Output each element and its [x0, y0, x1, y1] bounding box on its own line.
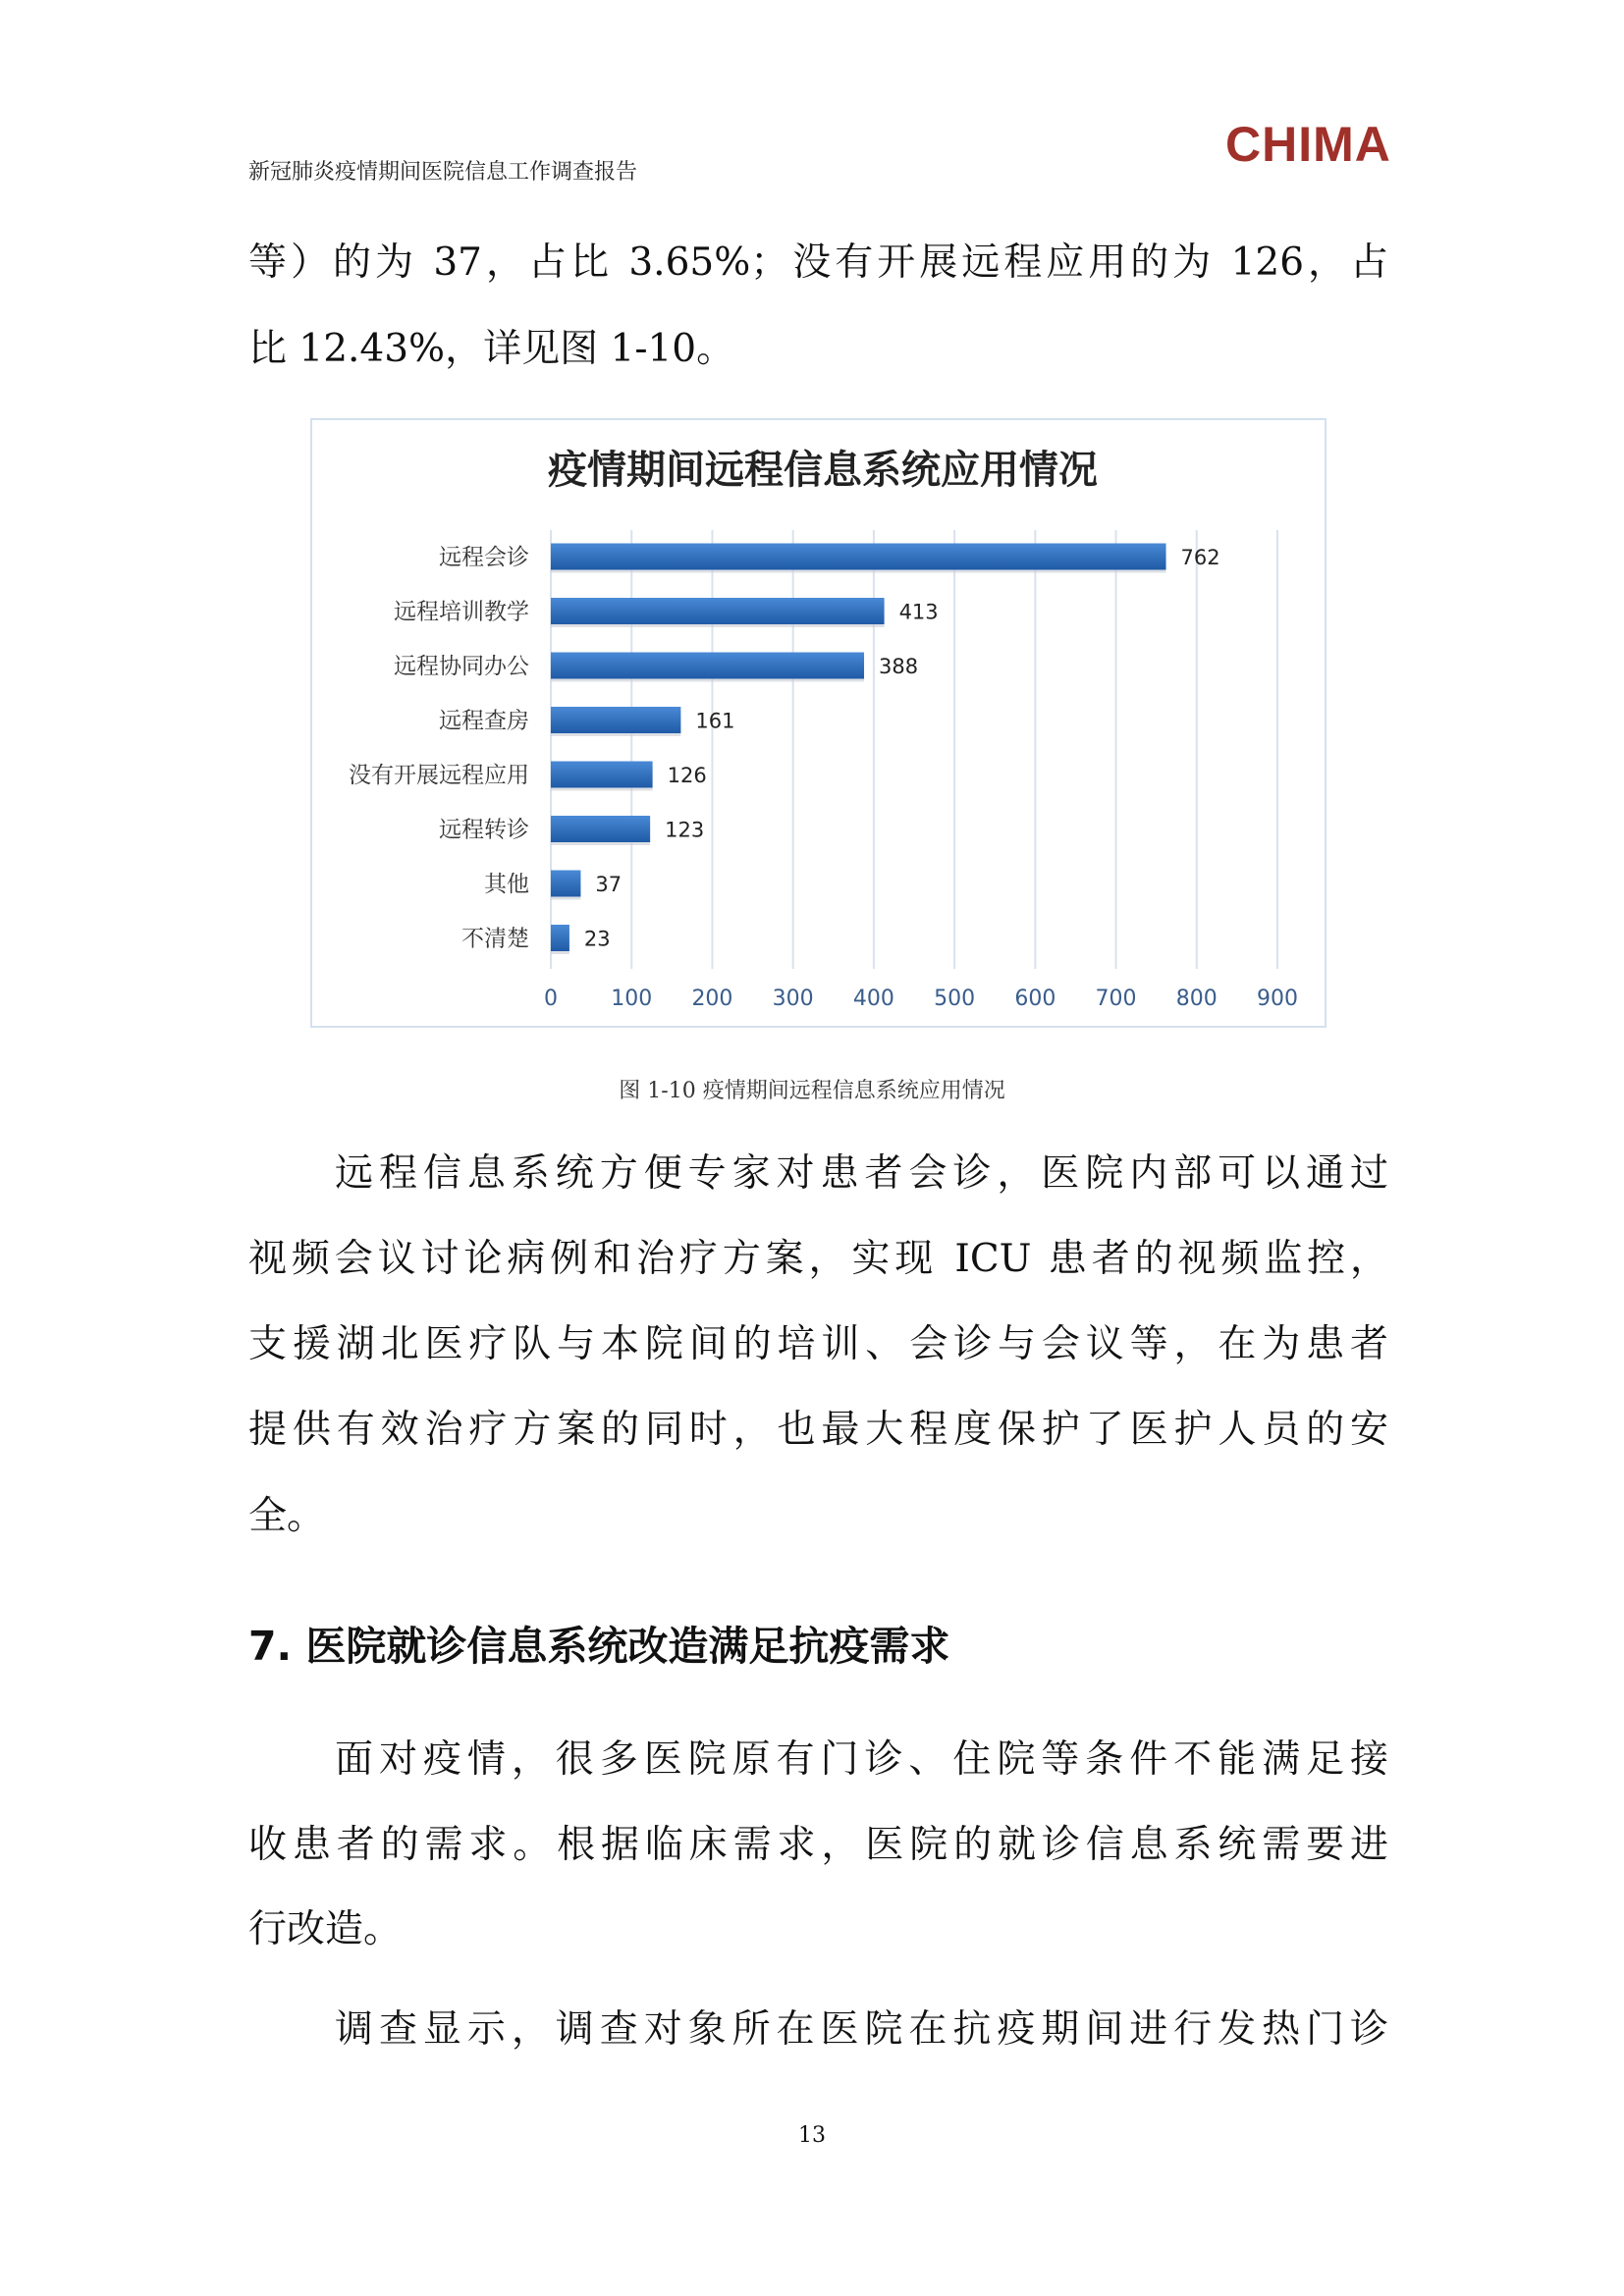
x-tick-label: 200: [691, 987, 733, 1011]
body-text-line: 全。: [248, 1494, 326, 1538]
body-text-line: 视频会议讨论病例和治疗方案，实现 ICU 患者的视频监控，: [248, 1237, 1388, 1281]
category-label: 远程转诊: [439, 817, 529, 843]
data-label: 23: [583, 927, 611, 951]
bar: [551, 925, 569, 951]
body-text-line: 比 12.43%，详见图 1-10。: [248, 327, 735, 371]
x-tick-label: 900: [1257, 987, 1298, 1011]
data-label: 413: [898, 600, 939, 624]
category-label: 远程培训教学: [394, 599, 529, 625]
body-text-line: 面对疫情，很多医院原有门诊、住院等条件不能满足接: [335, 1737, 1388, 1782]
body-text-line: 远程信息系统方便专家对患者会诊，医院内部可以通过: [335, 1151, 1388, 1196]
data-label: 126: [667, 764, 707, 787]
category-label: 远程查房: [439, 708, 529, 734]
figure-caption: 图 1-10 疫情期间远程信息系统应用情况: [619, 1079, 1005, 1103]
data-label: 123: [665, 818, 705, 842]
x-tick-label: 300: [772, 987, 814, 1011]
x-tick-label: 500: [934, 987, 976, 1011]
data-label: 388: [879, 655, 919, 678]
x-tick-label: 0: [544, 987, 558, 1011]
body-text-line: 等）的为 37，占比 3.65%；没有开展远程应用的为 126，占: [248, 240, 1388, 285]
data-label: 37: [595, 873, 623, 896]
x-tick-label: 800: [1175, 987, 1218, 1011]
body-text-line: 收患者的需求。根据临床需求，医院的就诊信息系统需要进: [248, 1823, 1388, 1867]
x-tick-label: 600: [1014, 987, 1056, 1011]
category-label: 其他: [484, 872, 529, 897]
bar: [551, 544, 1166, 570]
data-label: 161: [695, 709, 735, 733]
bar: [551, 653, 864, 679]
page-number: 13: [798, 2123, 826, 2148]
document-header-title: 新冠肺炎疫情期间医院信息工作调查报告: [248, 160, 638, 185]
category-label: 不清楚: [461, 926, 529, 952]
chart-title: 疫情期间远程信息系统应用情况: [548, 448, 1098, 493]
bar: [551, 871, 580, 897]
body-text-line: 行改造。: [248, 1907, 403, 1951]
bar-chart: [310, 418, 1326, 1028]
category-label: 没有开展远程应用: [349, 763, 529, 788]
category-label: 远程会诊: [439, 545, 529, 570]
body-text-line: 提供有效治疗方案的同时，也最大程度保护了医护人员的安: [248, 1408, 1388, 1452]
category-label: 远程协同办公: [394, 654, 529, 679]
section-heading: 7. 医院就诊信息系统改造满足抗疫需求: [248, 1623, 950, 1670]
body-text-line: 支援湖北医疗队与本院间的培训、会诊与会议等，在为患者: [248, 1322, 1388, 1366]
x-tick-label: 700: [1095, 987, 1137, 1011]
bar: [551, 707, 680, 733]
data-label: 762: [1180, 546, 1220, 569]
chart-svg: [312, 420, 1325, 1026]
body-text-line: 调查显示，调查对象所在医院在抗疫期间进行发热门诊: [335, 2007, 1388, 2052]
bar: [551, 598, 885, 624]
x-tick-label: 100: [611, 987, 653, 1011]
bar: [551, 816, 650, 842]
chima-logo: CHIMA: [1225, 117, 1391, 172]
bar: [551, 762, 653, 788]
x-tick-label: 400: [852, 987, 894, 1011]
